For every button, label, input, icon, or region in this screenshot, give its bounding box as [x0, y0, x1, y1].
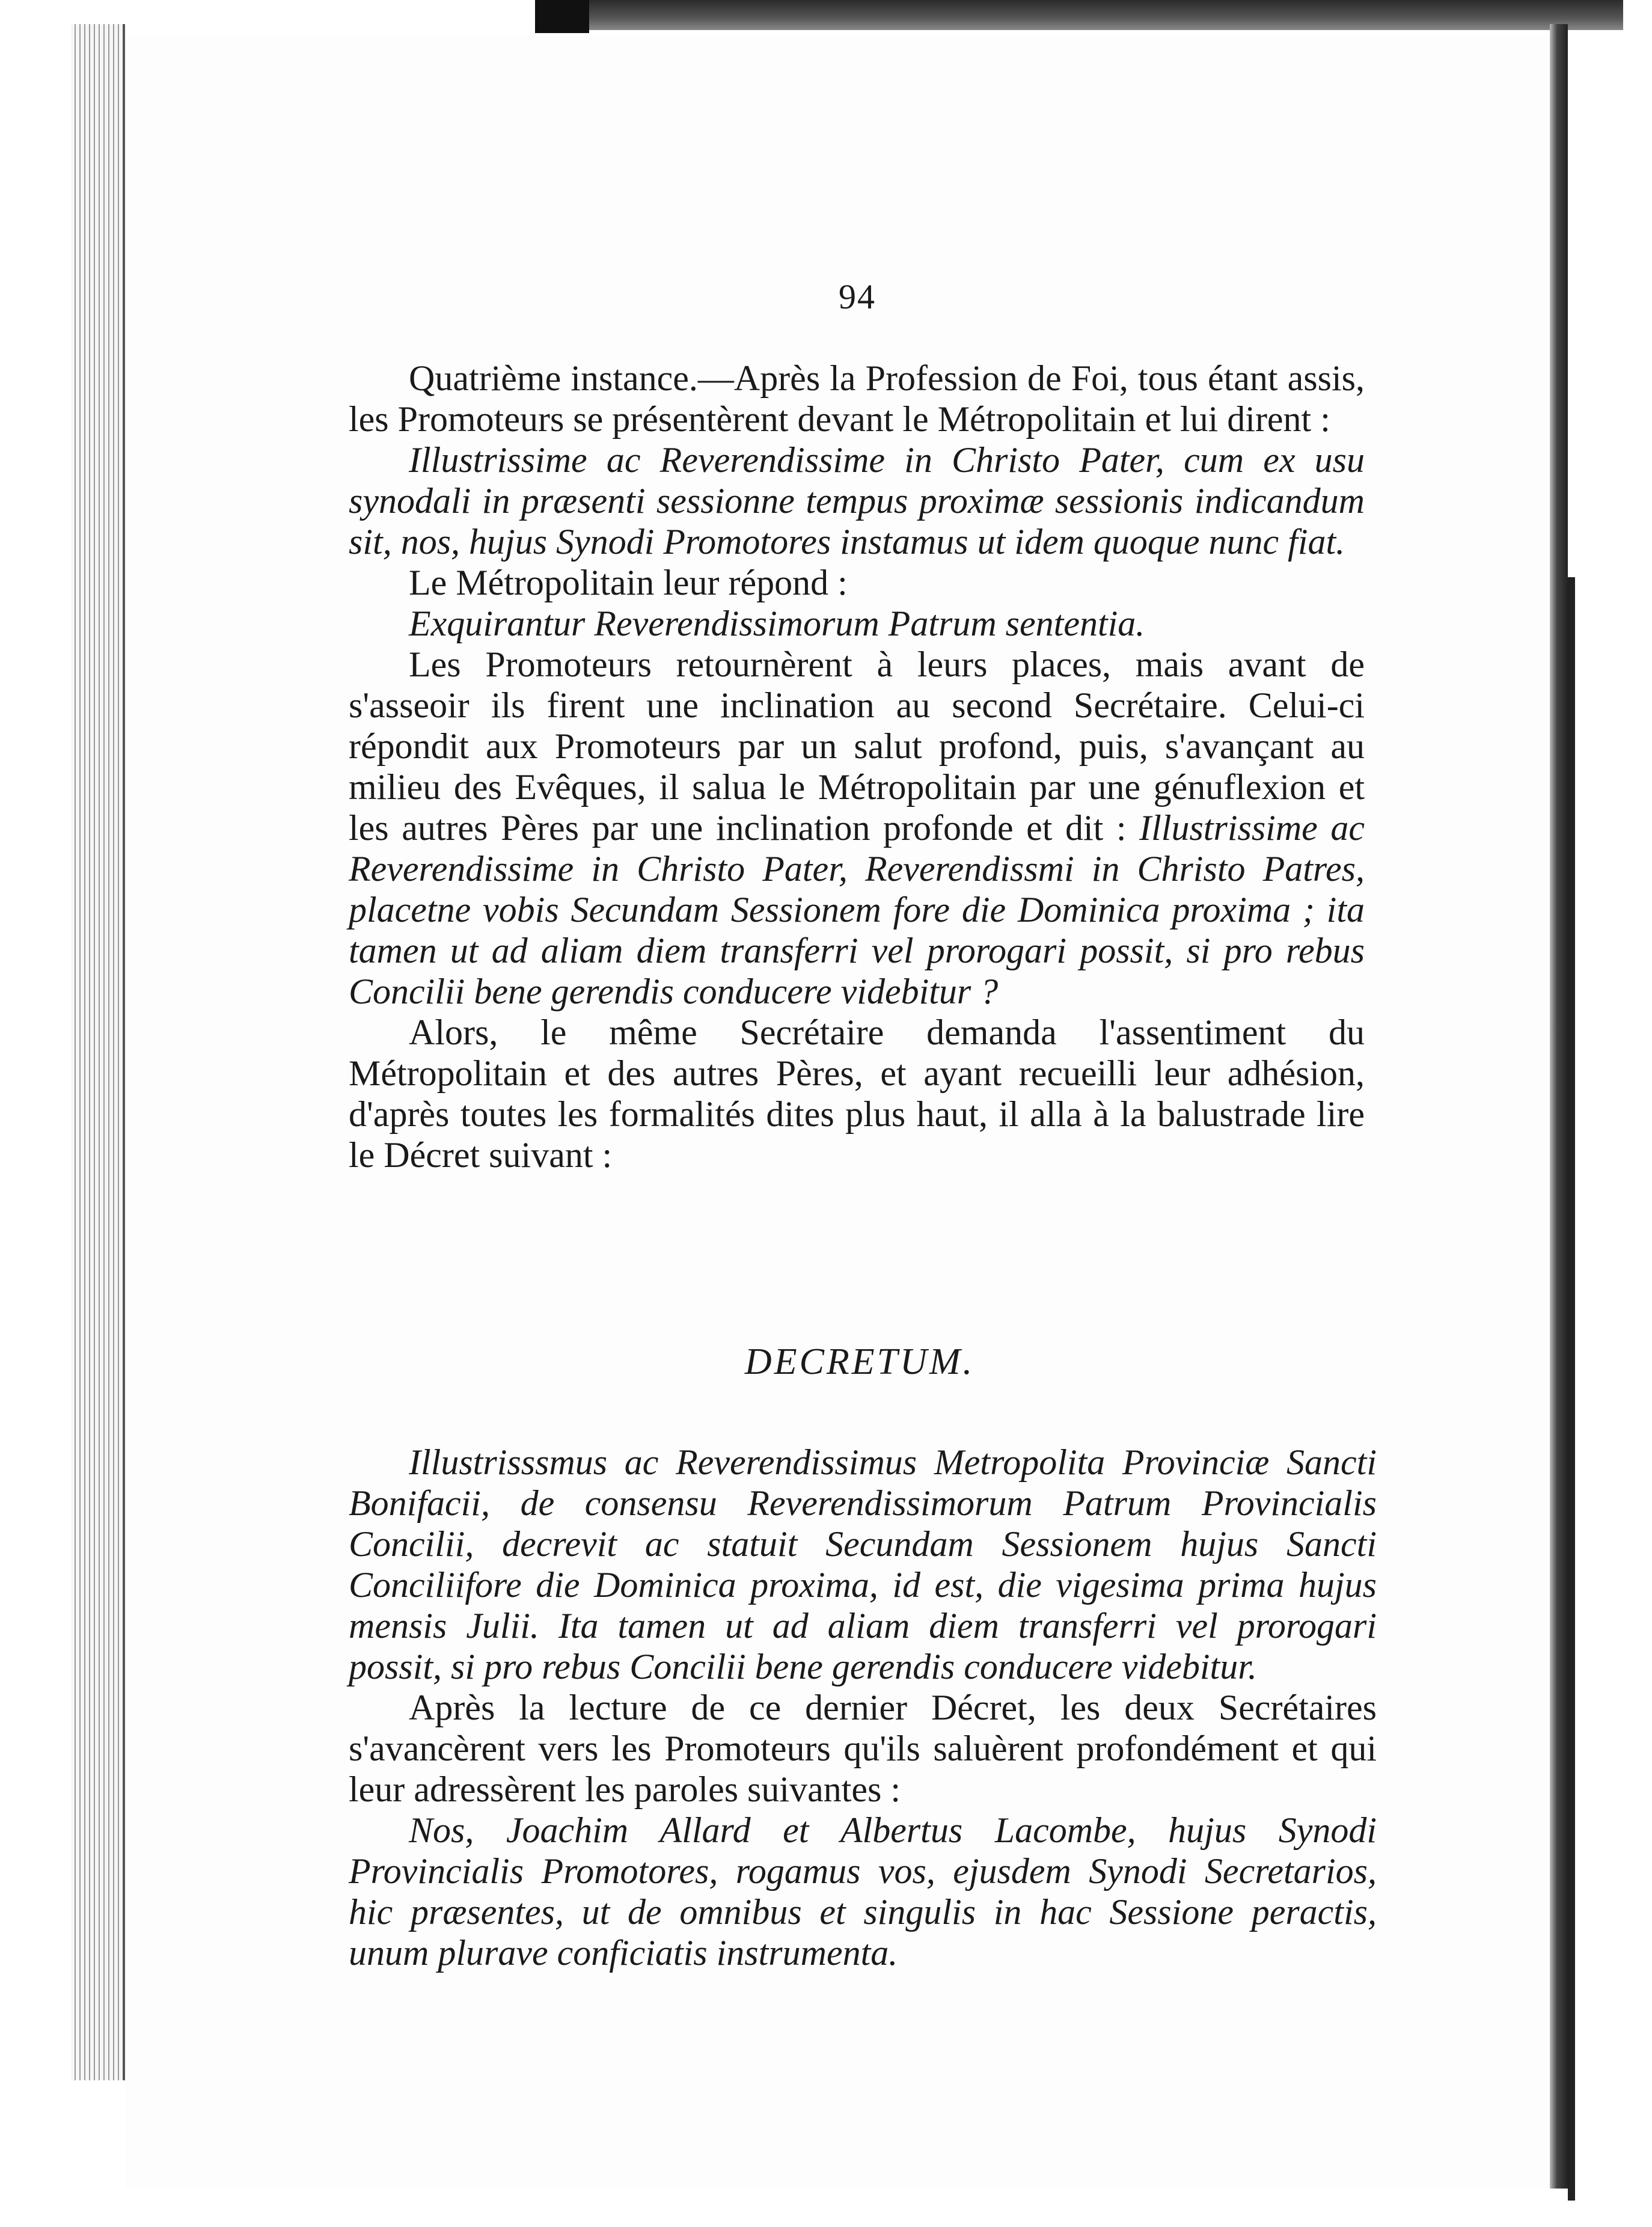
- text-block-upper: [349, 358, 1365, 1175]
- paragraph-latin-request: Illustrissime ac Reverendissime in Christo Pater, cum ex usu synodali in præsenti sessionne tempus proximæ sessionis indicandum sit, nos, hujus Synodi Promotores instamus ut idem quoque nunc fiat.: [349, 440, 1365, 562]
- decree-heading-block: [349, 1341, 1371, 1383]
- paragraph-metropolitain-repond: Le Métropolitain leur répond :: [409, 563, 848, 602]
- scan-border-right-shadow: [1568, 577, 1575, 2201]
- scan-border-right: [1550, 24, 1568, 2189]
- paragraph-roman-part: Les Promoteurs retournèrent à leurs places, mais avant de s'asseoir ils firent une inclination au second Secrétaire. Celui-ci répondit aux Promoteurs par un salut profond, puis, s'avançant au milieu des Evêques, il salua le Métropolitain par une génuflexion et les autres Pères par une inclination profonde et dit :: [349, 645, 1365, 848]
- paragraph-promoteurs-retournerent: [349, 644, 1365, 1012]
- page-number: 94: [839, 277, 876, 316]
- paragraph-latin-part: Illustrissime ac Reverendissime in Christo Pater, Reverendissmi in Christo Patres, placetne vobis Secundam Sessionem fore die Dominica proxima ; ita tamen ut ad aliam diem transferri vel prorogari possit, si pro rebus Concilii bene gerendis conducere videbitur ?: [349, 808, 1365, 1011]
- paragraph-latin-exquirantur: Exquirantur Reverendissimorum Patrum sententia.: [409, 604, 1145, 643]
- paragraph-quatrieme-instance: Quatrième instance.—Après la Profession de Foi, tous étant assis, les Promoteurs se présentèrent devant le Métropolitain et lui dirent :: [349, 358, 1365, 439]
- book-page-edges: [71, 24, 125, 2080]
- decree-heading: DECRETUM.: [744, 1341, 975, 1382]
- paragraph-apres-lecture: Après la lecture de ce dernier Décret, les deux Secrétaires s'avancèrent vers les Promoteurs qu'ils saluèrent profondément et qui leur adressèrent les paroles suivantes :: [349, 1688, 1377, 1809]
- paragraph-alors: Alors, le même Secrétaire demanda l'assentiment du Métropolitain et des autres Pères, et ayant recueilli leur adhésion, d'après toutes les formalités dites plus haut, il alla à la balustrade lire le Décret suivant :: [349, 1012, 1365, 1175]
- paragraph-decree-text: Illustrisssmus ac Reverendissimus Metropolita Provinciæ Sancti Bonifacii, de consensu Reverendissimorum Patrum Provincialis Concilii, decrevit ac statuit Secundam Sessionem hujus Sancti Conciliifore die Dominica proxima, id est, die vigesima prima hujus mensis Julii. Ita tamen ut ad aliam diem transferri vel prorogari possit, si pro rebus Concilii bene gerendis conducere videbitur.: [349, 1442, 1377, 1686]
- scan-border-top-left: [535, 0, 589, 33]
- text-block-lower: [349, 1442, 1377, 1973]
- scan-border-top: [589, 0, 1623, 30]
- paragraph-latin-nos: Nos, Joachim Allard et Albertus Lacombe, hujus Synodi Provincialis Promotores, rogamus vos, ejusdem Synodi Secretarios, hic præsentes, ut de omnibus et singulis in hac Sessione peractis, unum plurave conficiatis instrumenta.: [349, 1810, 1377, 1973]
